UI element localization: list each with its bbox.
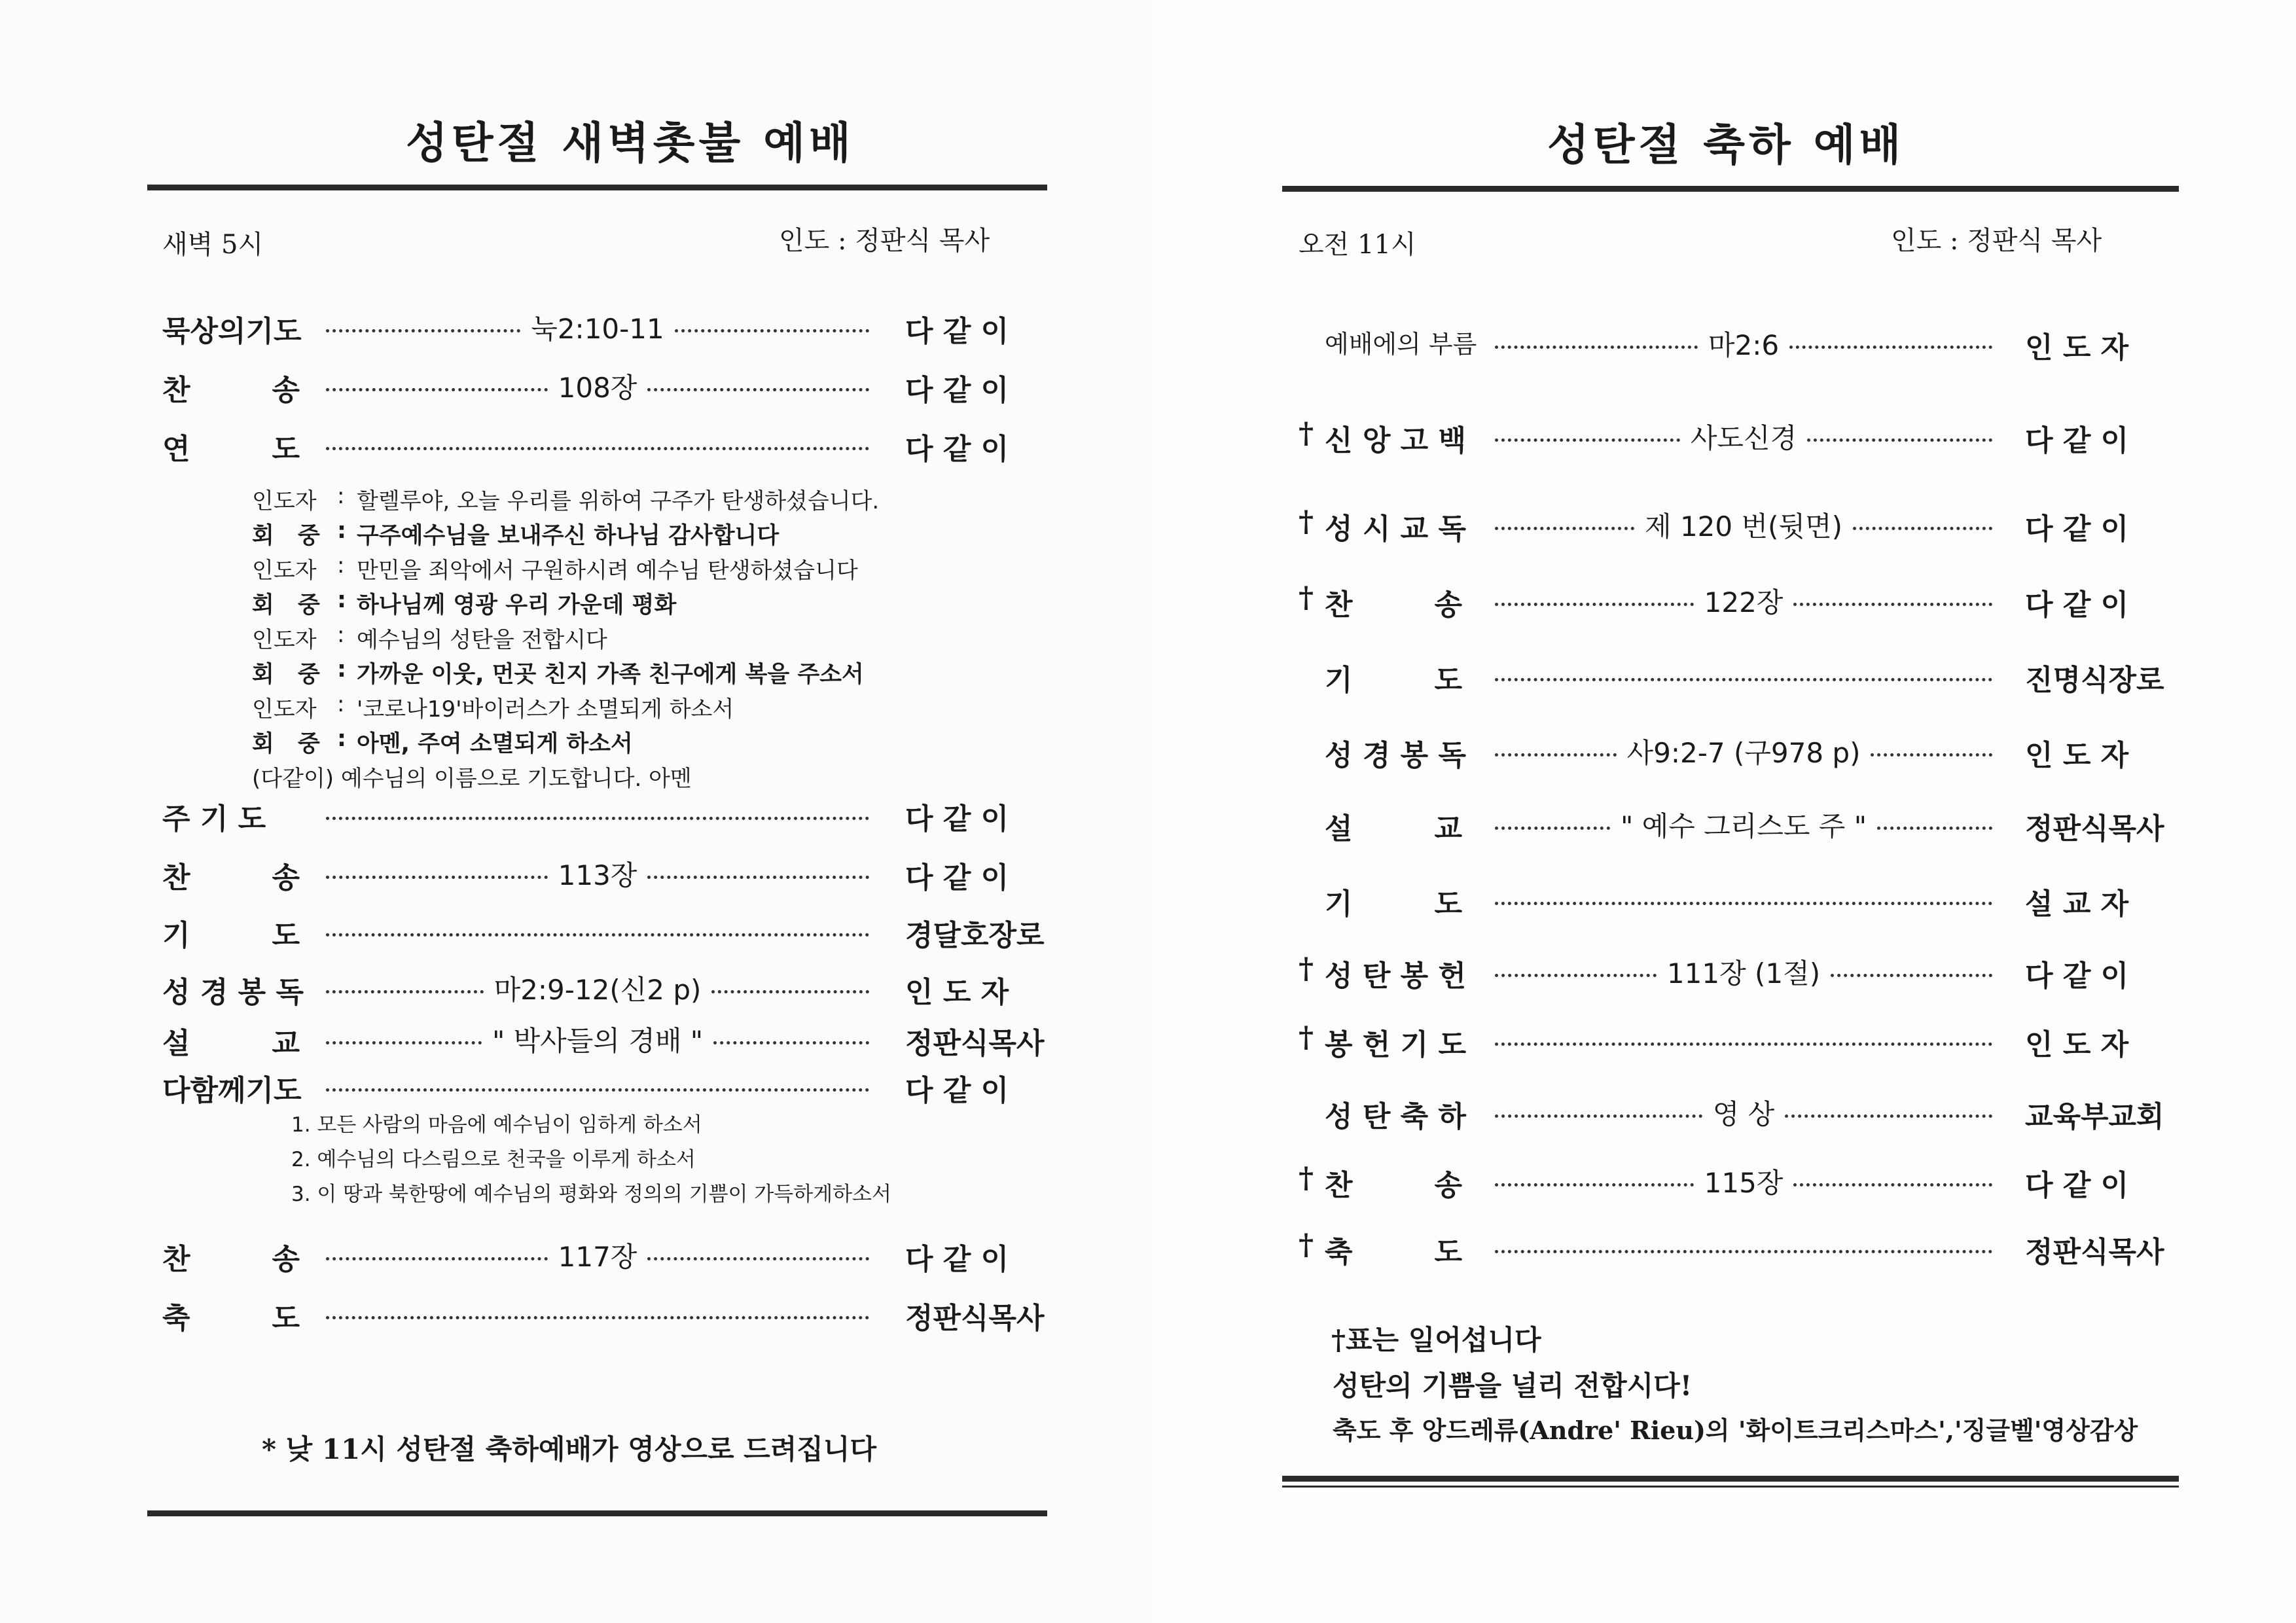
order-content: 111장 (1절) bbox=[1666, 957, 1821, 990]
order-content: 117장 bbox=[558, 1241, 637, 1273]
litany-colon: : bbox=[337, 518, 346, 544]
order-row bbox=[1299, 805, 2176, 844]
order-row bbox=[1299, 656, 2176, 696]
litany-text: 하나님께 영광 우리 가운데 평화 bbox=[357, 592, 677, 618]
order-person: 다 같 이 bbox=[2025, 588, 2129, 622]
left-notice: * 낮 11시 성탄절 축하예배가 영상으로 드려집니다 bbox=[262, 1433, 877, 1465]
order-person: 설 교 자 bbox=[2025, 887, 2129, 921]
order-content: 113장 bbox=[558, 859, 637, 891]
order-label: 다함께기도 bbox=[162, 1074, 302, 1107]
left-time: 새벽 5시 bbox=[162, 230, 264, 260]
order-person: 다 같 이 bbox=[905, 802, 1009, 836]
litany-text: 할렐루야, 오늘 우리를 위하여 구주가 탄생하셨습니다. bbox=[357, 488, 880, 514]
standing-mark-icon: † bbox=[1299, 952, 1314, 986]
order-row bbox=[1299, 581, 2176, 620]
dot-line bbox=[1495, 1250, 1992, 1253]
litany-speaker: 인도자 bbox=[252, 627, 317, 653]
left-top-rule bbox=[147, 185, 1047, 190]
order-row bbox=[1299, 505, 2176, 544]
order-row bbox=[162, 308, 1039, 347]
leader-dots bbox=[1495, 1093, 1992, 1132]
litany-colon: : bbox=[337, 552, 345, 579]
order-row bbox=[162, 425, 1039, 465]
order-person: 정판식목사 bbox=[2025, 1236, 2164, 1269]
order-person: 다 같 이 bbox=[2025, 424, 2129, 457]
order-row bbox=[1299, 1093, 2176, 1132]
order-row bbox=[1299, 417, 2176, 456]
order-row bbox=[162, 366, 1039, 406]
order-label: 기 도 bbox=[162, 919, 300, 952]
order-label: 신 앙 고 백 bbox=[1325, 424, 1466, 457]
order-person: 인 도 자 bbox=[2025, 739, 2129, 772]
leader-dots bbox=[326, 1294, 869, 1334]
litany-speaker: 인도자 bbox=[252, 488, 317, 514]
order-row bbox=[162, 969, 1039, 1008]
dot-line bbox=[647, 1257, 869, 1260]
leader-dots bbox=[1495, 581, 1992, 620]
order-label: 성 탄 축 하 bbox=[1325, 1100, 1466, 1133]
order-row bbox=[162, 1236, 1039, 1275]
order-label: 성 경 봉 독 bbox=[162, 976, 304, 1009]
order-row bbox=[162, 1067, 1039, 1106]
order-content: 영 상 bbox=[1712, 1098, 1775, 1130]
order-row bbox=[162, 1294, 1045, 1335]
order-person: 다 같 이 bbox=[905, 1074, 1009, 1107]
leader-dots bbox=[1495, 505, 1992, 544]
dot-line bbox=[1785, 1115, 1992, 1118]
right-bottom-rule bbox=[1282, 1476, 2179, 1482]
left-bottom-rule bbox=[147, 1510, 1047, 1516]
order-person: 정판식목사 bbox=[2025, 812, 2164, 846]
order-label: 봉 헌 기 도 bbox=[1325, 1028, 1466, 1061]
order-content: " 예수 그리스도 주 " bbox=[1620, 810, 1867, 842]
dot-line bbox=[1793, 603, 1992, 606]
dot-line bbox=[326, 876, 548, 879]
litany-text: 가까운 이웃, 먼곳 친지 가족 친구에게 복을 주소서 bbox=[357, 662, 864, 688]
order-content: 108장 bbox=[558, 372, 637, 404]
order-person: 인 도 자 bbox=[2025, 331, 2129, 365]
litany-speaker: 인도자 bbox=[252, 558, 317, 584]
leader-dots bbox=[326, 1236, 869, 1275]
standing-mark-icon: † bbox=[1299, 417, 1314, 450]
order-person: 진명식장로 bbox=[2025, 664, 2164, 697]
order-label: 찬 송 bbox=[162, 1243, 300, 1276]
order-row bbox=[1299, 1228, 2176, 1268]
right-time: 오전 11시 bbox=[1299, 230, 1416, 260]
order-content: 사도신경 bbox=[1690, 422, 1797, 454]
left-leader: 인도 : 정판식 목사 bbox=[779, 226, 990, 256]
order-person: 인 도 자 bbox=[2025, 1028, 2129, 1061]
dot-line bbox=[713, 1041, 869, 1044]
litany-speaker: 회 중 bbox=[252, 523, 328, 549]
leader-dots bbox=[1495, 324, 1992, 363]
dot-line bbox=[326, 447, 869, 450]
leader-dots bbox=[1495, 1228, 1992, 1268]
standing-mark-icon: † bbox=[1299, 505, 1314, 539]
dot-line bbox=[1807, 438, 1992, 442]
order-label: 기 도 bbox=[1325, 887, 1462, 921]
dot-line bbox=[647, 876, 869, 879]
leader-dots bbox=[1495, 417, 1992, 456]
dot-line bbox=[1495, 438, 1680, 442]
leader-dots bbox=[1495, 880, 1992, 919]
order-label: 예배에의 부름 bbox=[1325, 330, 1477, 359]
order-person: 다 같 이 bbox=[2025, 512, 2129, 546]
litany-text: 구주예수님을 보내주신 하나님 감사합니다 bbox=[357, 523, 780, 549]
order-content: 마2:9-12(신2 p) bbox=[493, 974, 702, 1006]
order-label: 찬 송 bbox=[1325, 1169, 1462, 1202]
dot-line bbox=[326, 329, 520, 332]
order-row bbox=[1299, 324, 2176, 363]
dot-line bbox=[675, 329, 869, 332]
order-label: 찬 송 bbox=[162, 374, 300, 407]
leader-dots bbox=[326, 308, 869, 347]
order-label: 묵상의기도 bbox=[162, 315, 302, 348]
dot-line bbox=[1831, 974, 1992, 977]
standing-mark-icon: † bbox=[1299, 581, 1314, 615]
order-content: 마2:6 bbox=[1708, 329, 1780, 361]
litany-text: 만민을 죄악에서 구원하시려 예수님 탄생하셨습니다 bbox=[357, 558, 858, 584]
dot-line bbox=[647, 388, 869, 391]
dot-line bbox=[326, 388, 548, 391]
order-row bbox=[1299, 1162, 2176, 1201]
order-person: 경달호장로 bbox=[905, 919, 1045, 952]
order-person: 다 같 이 bbox=[2025, 1169, 2129, 1202]
leader-dots bbox=[1495, 732, 1992, 771]
leader-dots bbox=[326, 425, 869, 465]
order-person: 다 같 이 bbox=[905, 433, 1009, 466]
litany-text: '코로나19'바이러스가 소멸되게 하소서 bbox=[357, 696, 734, 722]
order-label: 설 교 bbox=[162, 1027, 300, 1060]
dot-line bbox=[1789, 346, 1992, 349]
dot-line bbox=[326, 1257, 548, 1260]
order-label: 찬 송 bbox=[1325, 588, 1462, 622]
order-row bbox=[1299, 1021, 2176, 1060]
litany-colon: : bbox=[337, 483, 345, 509]
litany-speaker: 인도자 bbox=[252, 696, 317, 722]
leader-dots bbox=[326, 795, 869, 834]
litany-colon: : bbox=[337, 691, 345, 717]
leader-dots bbox=[326, 1067, 869, 1106]
dot-line bbox=[711, 990, 869, 993]
litany-closing: (다같이) 예수님의 이름으로 기도합니다. 아멘 bbox=[252, 766, 692, 792]
litany-speaker: 회 중 bbox=[252, 592, 328, 618]
dot-line bbox=[1871, 753, 1992, 757]
leader-dots bbox=[326, 1020, 869, 1059]
dot-line bbox=[1495, 1043, 1992, 1046]
litany-speaker: 회 중 bbox=[252, 662, 328, 688]
right-bottom-rule-thin bbox=[1282, 1486, 2179, 1488]
order-person: 교육부교회 bbox=[2025, 1100, 2164, 1133]
dot-line bbox=[1495, 603, 1694, 606]
litany-text: 예수님의 성탄을 전합시다 bbox=[357, 627, 607, 653]
standing-mark-icon: † bbox=[1299, 1228, 1314, 1262]
order-label: 축 도 bbox=[162, 1302, 300, 1335]
leader-dots bbox=[326, 912, 869, 951]
right-leader: 인도 : 정판식 목사 bbox=[1891, 226, 2102, 256]
leader-dots bbox=[326, 366, 869, 406]
dot-line bbox=[326, 1088, 869, 1092]
order-content: 눅2:10-11 bbox=[531, 313, 664, 345]
leader-dots bbox=[1495, 952, 1992, 991]
litany-colon: : bbox=[337, 726, 346, 752]
leader-dots bbox=[326, 969, 869, 1008]
leader-dots bbox=[1495, 805, 1992, 844]
order-person: 정판식목사 bbox=[905, 1302, 1045, 1335]
order-person: 인 도 자 bbox=[905, 976, 1009, 1009]
dot-line bbox=[1793, 1183, 1992, 1186]
dot-line bbox=[1495, 527, 1634, 530]
dot-line bbox=[1495, 753, 1617, 757]
litany-colon: : bbox=[337, 587, 346, 613]
dot-line bbox=[1495, 1183, 1694, 1186]
right-title: 성탄절 축하 예배 bbox=[1547, 119, 1905, 170]
dot-line bbox=[326, 990, 484, 993]
order-content: 제 120 번(뒷면) bbox=[1645, 510, 1842, 543]
dot-line bbox=[1495, 1115, 1702, 1118]
litany-colon: : bbox=[337, 656, 346, 683]
leader-dots bbox=[1495, 656, 1992, 696]
prayer-item: 2. 예수님의 다스림으로 천국을 이루게 하소서 bbox=[291, 1148, 696, 1171]
order-person: 다 같 이 bbox=[905, 1243, 1009, 1276]
order-content: 115장 bbox=[1704, 1167, 1784, 1199]
order-label: 축 도 bbox=[1325, 1236, 1462, 1269]
dot-line bbox=[326, 1041, 482, 1044]
order-row bbox=[162, 912, 1045, 952]
order-person: 정판식목사 bbox=[905, 1027, 1045, 1060]
order-content: " 박사들의 경배 " bbox=[492, 1025, 704, 1057]
dot-line bbox=[1495, 346, 1698, 349]
dot-line bbox=[326, 933, 869, 936]
litany-colon: : bbox=[337, 622, 345, 648]
right-note-joy: 성탄의 기쁨을 널리 전합시다! bbox=[1333, 1370, 1693, 1402]
leader-dots bbox=[326, 854, 869, 893]
prayer-item: 3. 이 땅과 북한땅에 예수님의 평화와 정의의 기쁨이 가득하게하소서 bbox=[291, 1183, 891, 1206]
right-bulletin-page bbox=[1148, 0, 2296, 1623]
dot-line bbox=[326, 1316, 869, 1319]
order-content: 사9:2-7 (구978 p) bbox=[1626, 737, 1861, 769]
order-row bbox=[1299, 732, 2176, 771]
dot-line bbox=[1853, 527, 1992, 530]
dot-line bbox=[1495, 827, 1610, 830]
order-label: 기 도 bbox=[1325, 664, 1462, 697]
order-row bbox=[1299, 880, 2176, 919]
order-label: 성 탄 봉 헌 bbox=[1325, 959, 1466, 993]
order-label: 성 경 봉 독 bbox=[1325, 739, 1466, 772]
dot-line bbox=[1877, 827, 1992, 830]
dot-line bbox=[1495, 902, 1992, 905]
order-label: 설 교 bbox=[1325, 812, 1462, 846]
order-label: 성 시 교 독 bbox=[1325, 512, 1466, 546]
right-note-standing: †표는 일어섭니다 bbox=[1331, 1324, 1541, 1356]
dot-line bbox=[326, 817, 869, 820]
litany-text: 아멘, 주여 소멸되게 하소서 bbox=[357, 731, 633, 757]
prayer-item: 1. 모든 사람의 마음에 예수님이 임하게 하소서 bbox=[291, 1113, 702, 1137]
litany-speaker: 회 중 bbox=[252, 731, 328, 757]
standing-mark-icon: † bbox=[1299, 1162, 1314, 1195]
order-person: 다 같 이 bbox=[905, 374, 1009, 407]
order-person: 다 같 이 bbox=[905, 861, 1009, 895]
dot-line bbox=[1495, 678, 1992, 681]
order-row bbox=[1299, 952, 2176, 991]
order-label: 주 기 도 bbox=[162, 802, 266, 836]
left-title: 성탄절 새벽촛불 예배 bbox=[406, 117, 855, 168]
order-row bbox=[162, 1020, 1045, 1060]
standing-mark-icon: † bbox=[1299, 1021, 1314, 1054]
order-row bbox=[162, 795, 1039, 834]
order-label: 찬 송 bbox=[162, 861, 300, 895]
order-label: 연 도 bbox=[162, 433, 300, 466]
order-person: 다 같 이 bbox=[905, 315, 1009, 348]
dot-line bbox=[1495, 974, 1657, 977]
order-content: 122장 bbox=[1704, 586, 1784, 618]
order-person: 다 같 이 bbox=[2025, 959, 2129, 993]
order-row bbox=[162, 854, 1039, 893]
leader-dots bbox=[1495, 1162, 1992, 1201]
right-note-after-benediction: 축도 후 앙드레류(Andre' Rieu)의 '화이트크리스마스','징글벨'영상감상 bbox=[1333, 1416, 2138, 1445]
leader-dots bbox=[1495, 1021, 1992, 1060]
right-top-rule bbox=[1282, 186, 2179, 192]
